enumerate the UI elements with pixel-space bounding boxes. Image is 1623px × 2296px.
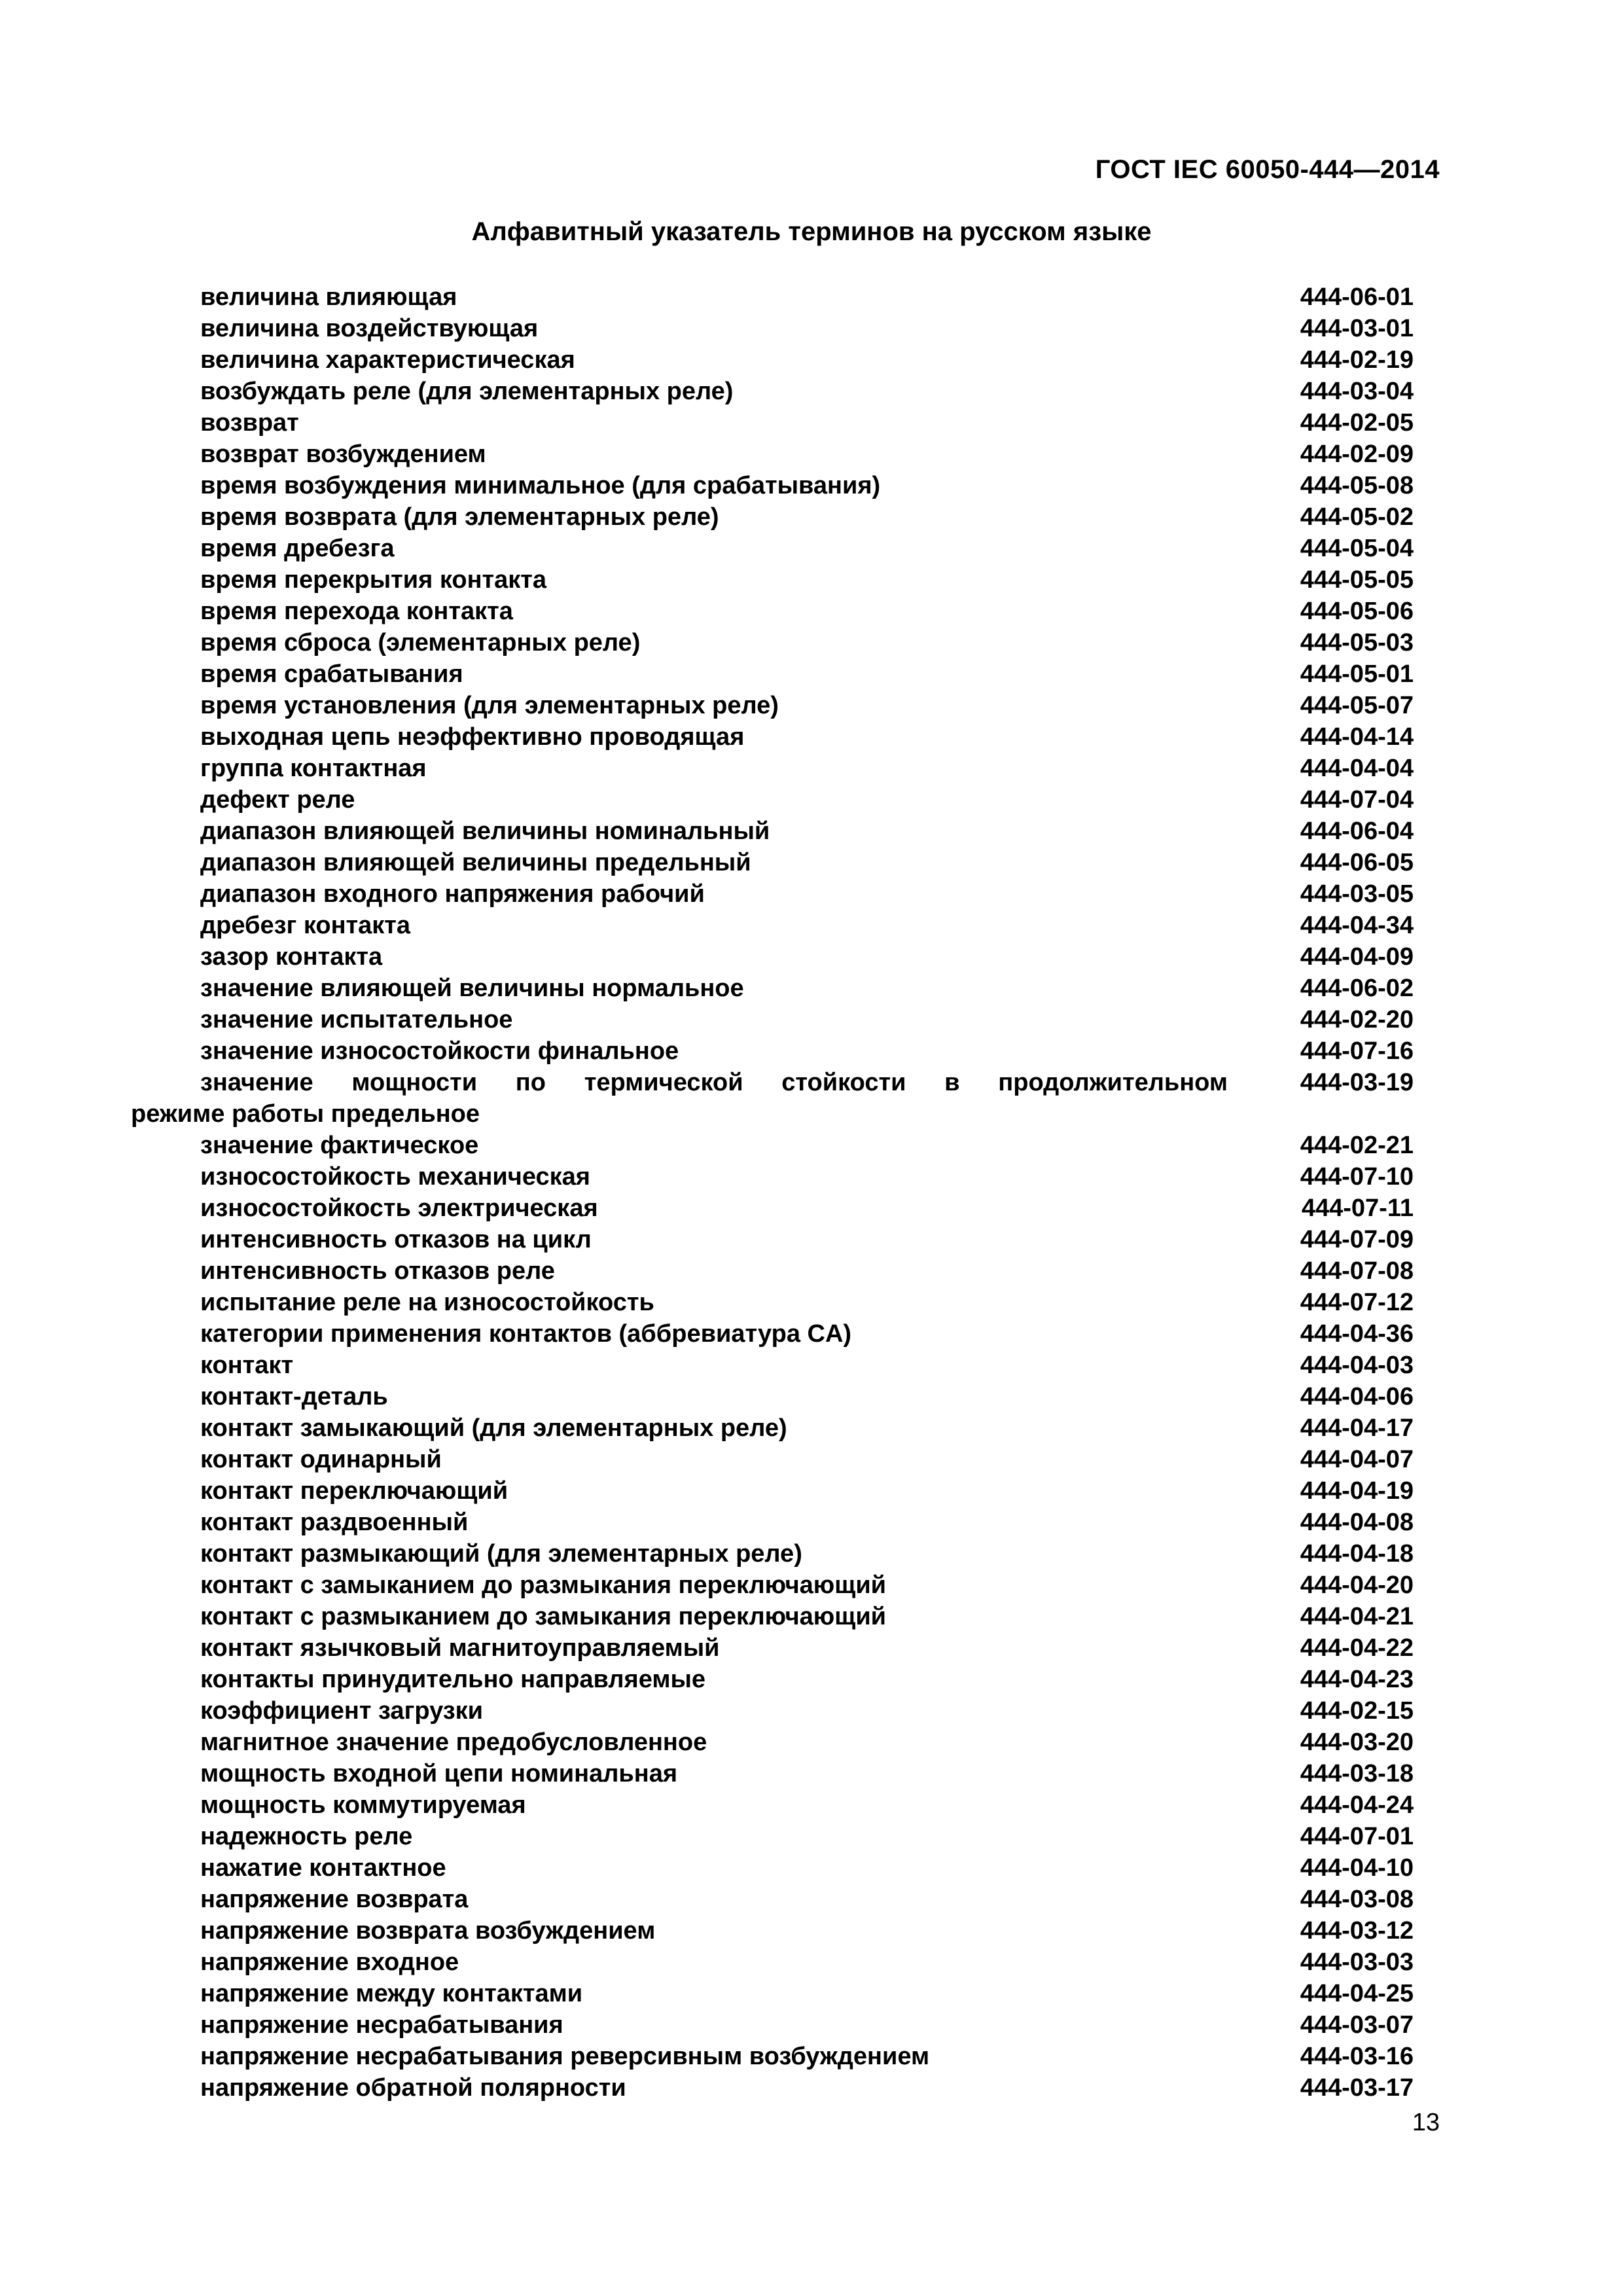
entry-code: 444-02-21 (1300, 1132, 1414, 1159)
entry-code: 444-07-08 (1300, 1257, 1414, 1285)
entry-term: напряжение несрабатывания (200, 2011, 563, 2039)
entry-term: дребезг контакта (200, 912, 411, 939)
entry-code: 444-07-16 (1300, 1037, 1414, 1065)
entry-term: мощность коммутируемая (200, 1791, 526, 1819)
entry-code: 444-03-07 (1300, 2011, 1414, 2039)
entry-code: 444-04-18 (1300, 1540, 1414, 1568)
entry-code: 444-04-14 (1300, 723, 1414, 751)
entry-code: 444-02-15 (1300, 1697, 1414, 1725)
entry-term: время дребезга (200, 535, 395, 562)
index-entry (131, 533, 1414, 564)
entry-code: 444-04-36 (1300, 1320, 1414, 1348)
index-entry (131, 439, 1414, 470)
index-entry (131, 1255, 1414, 1287)
entry-term-line: значение мощности по термической стойкости в продолжительном (200, 1069, 1228, 1096)
index-entry (131, 596, 1414, 627)
entry-term: группа контактная (200, 755, 427, 782)
entry-term: контакт одинарный (200, 1446, 442, 1473)
entry-code: 444-06-05 (1300, 849, 1414, 876)
entry-code: 444-04-23 (1300, 1666, 1414, 1693)
entry-term: магнитное значение предобусловленное (200, 1729, 707, 1756)
entry-code: 444-04-24 (1300, 1791, 1414, 1819)
index-entry (131, 690, 1414, 721)
index-entry (131, 1852, 1414, 1884)
entry-code: 444-02-05 (1300, 409, 1414, 437)
entry-code: 444-04-09 (1300, 943, 1414, 971)
entry-term: контакт с замыканием до размыкания переключающий (200, 1571, 887, 1599)
entry-term: надежность реле (200, 1823, 413, 1850)
index-entry (131, 847, 1414, 878)
entry-term: контакт размыкающий (для элементарных реле) (200, 1540, 802, 1568)
entry-code: 444-04-17 (1300, 1414, 1414, 1442)
entry-term: напряжение обратной полярности (200, 2074, 626, 2102)
index-entry (131, 2072, 1414, 2104)
entry-code: 444-02-20 (1300, 1006, 1414, 1033)
index-entry (131, 407, 1414, 439)
entry-code: 444-05-08 (1300, 472, 1414, 499)
index-entry (131, 1067, 1414, 1130)
entry-code: 444-03-17 (1300, 2074, 1414, 2102)
index-entry (131, 753, 1414, 784)
index-entry (131, 1130, 1414, 1161)
index-title: Алфавитный указатель терминов на русском языке (471, 217, 1152, 246)
entry-term: категории применения контактов (аббревиатура CA) (200, 1320, 852, 1348)
index-entry (131, 1946, 1414, 1978)
entry-term: значение испытательное (200, 1006, 513, 1033)
entry-code: 444-03-16 (1300, 2043, 1414, 2070)
entry-term: значение влияющей величины нормальное (200, 975, 744, 1002)
entry-code: 444-07-12 (1300, 1289, 1414, 1316)
entry-code: 444-05-06 (1300, 598, 1414, 625)
index-entry (131, 1193, 1414, 1224)
entry-code: 444-07-01 (1300, 1823, 1414, 1850)
entry-term: время возбуждения минимальное (для срабатывания) (200, 472, 881, 499)
index-entry (131, 1318, 1414, 1350)
index-entry (131, 376, 1414, 407)
entry-term: диапазон влияющей величины предельный (200, 849, 751, 876)
entry-term: величина влияющая (200, 283, 457, 311)
entry-term: время перехода контакта (200, 598, 513, 625)
index-entry (131, 910, 1414, 941)
entry-code: 444-03-04 (1300, 378, 1414, 405)
entry-code: 444-07-11 (1301, 1194, 1414, 1222)
index-entry (131, 313, 1414, 344)
entry-code: 444-04-10 (1300, 1854, 1414, 1882)
entry-term: контакт язычковый магнитоуправляемый (200, 1634, 720, 1662)
entry-term: время срабатывания (200, 660, 463, 688)
index-entry (131, 627, 1414, 658)
entry-term: время сброса (элементарных реле) (200, 629, 641, 656)
entry-term: возврат возбуждением (200, 440, 486, 468)
entry-term: время установления (для элементарных реле) (200, 692, 779, 719)
entry-code: 444-04-04 (1300, 755, 1414, 782)
entry-code: 444-05-04 (1300, 535, 1414, 562)
entry-term: напряжение между контактами (200, 1980, 583, 2007)
index-entry (131, 973, 1414, 1004)
index-entry (131, 941, 1414, 973)
index-entry (131, 1664, 1414, 1695)
entry-code: 444-05-01 (1300, 660, 1414, 688)
entry-term: время перекрытия контакта (200, 566, 547, 594)
entry-term: испытание реле на износостойкость (200, 1289, 654, 1316)
entry-term: дефект реле (200, 786, 355, 814)
entry-term: контакт-деталь (200, 1383, 388, 1410)
entry-term: значение износостойкости финальное (200, 1037, 679, 1065)
index-entry (131, 1381, 1414, 1412)
entry-term: напряжение возврата возбуждением (200, 1917, 656, 1945)
index-entry (131, 1444, 1414, 1475)
index-entry (131, 1224, 1414, 1255)
index-entry (131, 1727, 1414, 1758)
entry-term-continuation: режиме работы предельное (131, 1100, 480, 1128)
entry-code: 444-02-09 (1300, 440, 1414, 468)
entry-term: зазор контакта (200, 943, 383, 971)
entry-term: мощность входной цепи номинальная (200, 1760, 678, 1787)
index-entry (131, 1601, 1414, 1632)
entry-term: контакты принудительно направляемые (200, 1666, 706, 1693)
entry-term: напряжение входное (200, 1948, 459, 1976)
index-entry (131, 1915, 1414, 1946)
entry-term: износостойкость электрическая (200, 1194, 598, 1222)
index-entry (131, 1161, 1414, 1193)
entry-term: выходная цепь неэффективно проводящая (200, 723, 745, 751)
index-entry (131, 1695, 1414, 1727)
entry-term: интенсивность отказов реле (200, 1257, 555, 1285)
entry-term: напряжение несрабатывания реверсивным возбуждением (200, 2043, 930, 2070)
index-entry (131, 1004, 1414, 1035)
index-entry (131, 1978, 1414, 2009)
index-entry (131, 1758, 1414, 1789)
index-entry (131, 1475, 1414, 1507)
index-entry (131, 2041, 1414, 2072)
index-entry (131, 501, 1414, 533)
entry-term: контакт замыкающий (для элементарных реле) (200, 1414, 787, 1442)
index-entry (131, 2009, 1414, 2041)
entry-code: 444-07-09 (1300, 1226, 1414, 1253)
entry-code: 444-05-05 (1300, 566, 1414, 594)
entry-code: 444-04-34 (1300, 912, 1414, 939)
entry-code: 444-04-20 (1300, 1571, 1414, 1599)
entry-code: 444-04-08 (1300, 1509, 1414, 1536)
index-entry (131, 344, 1414, 376)
entry-term: диапазон влияющей величины номинальный (200, 817, 770, 845)
entry-term: возбуждать реле (для элементарных реле) (200, 378, 734, 405)
entry-code: 444-06-02 (1300, 975, 1414, 1002)
entry-term (131, 1067, 1228, 1130)
index-entry (131, 658, 1414, 690)
entry-term: контакт с размыканием до замыкания переключающий (200, 1603, 887, 1630)
entry-code: 444-02-19 (1300, 346, 1414, 374)
index-entry (131, 1821, 1414, 1852)
entry-code: 444-03-03 (1300, 1948, 1414, 1976)
index-entry (131, 1350, 1414, 1381)
index-entry (131, 816, 1414, 847)
entry-term: величина характеристическая (200, 346, 575, 374)
page-number: 13 (1412, 2109, 1440, 2136)
entry-code: 444-04-22 (1300, 1634, 1414, 1662)
entry-code: 444-03-19 (1300, 1069, 1414, 1096)
index-entry (131, 1412, 1414, 1444)
index-entry (131, 1789, 1414, 1821)
index-entry (131, 1570, 1414, 1601)
index-entry (131, 1884, 1414, 1915)
entry-term: величина воздействующая (200, 315, 539, 342)
index-entry (131, 878, 1414, 910)
entry-term: контакт раздвоенный (200, 1509, 469, 1536)
entry-code: 444-03-12 (1300, 1917, 1414, 1945)
entry-code: 444-03-18 (1300, 1760, 1414, 1787)
entry-code: 444-03-08 (1300, 1886, 1414, 1913)
entry-term: возврат (200, 409, 299, 437)
index-entry (131, 784, 1414, 816)
index-entry (131, 470, 1414, 501)
entry-code: 444-03-01 (1300, 315, 1414, 342)
entry-term: диапазон входного напряжения рабочий (200, 880, 705, 908)
entry-term: напряжение возврата (200, 1886, 469, 1913)
entry-code: 444-07-04 (1300, 786, 1414, 814)
entry-term: значение фактическое (200, 1132, 479, 1159)
index-entry (131, 1035, 1414, 1067)
entry-code: 444-03-20 (1300, 1729, 1414, 1756)
entry-term: время возврата (для элементарных реле) (200, 503, 719, 531)
entry-code: 444-03-05 (1300, 880, 1414, 908)
entry-term: контакт (200, 1352, 294, 1379)
entry-code: 444-04-25 (1300, 1980, 1414, 2007)
entry-term: коэффициент загрузки (200, 1697, 484, 1725)
term-index-list (131, 281, 1414, 2104)
entry-term: контакт переключающий (200, 1477, 508, 1505)
entry-term: износостойкость механическая (200, 1163, 590, 1191)
entry-code: 444-04-03 (1300, 1352, 1414, 1379)
entry-code: 444-04-19 (1300, 1477, 1414, 1505)
entry-code: 444-06-01 (1300, 283, 1414, 311)
index-entry (131, 1507, 1414, 1538)
entry-code: 444-05-02 (1300, 503, 1414, 531)
index-entry (131, 721, 1414, 753)
entry-code: 444-06-04 (1300, 817, 1414, 845)
standard-header: ГОСТ IEC 60050-444—2014 (1095, 155, 1440, 184)
index-entry (131, 564, 1414, 596)
index-entry (131, 1287, 1414, 1318)
entry-term: интенсивность отказов на цикл (200, 1226, 592, 1253)
entry-code: 444-05-07 (1300, 692, 1414, 719)
entry-term: нажатие контактное (200, 1854, 446, 1882)
entry-code: 444-07-10 (1300, 1163, 1414, 1191)
entry-code: 444-04-21 (1300, 1603, 1414, 1630)
entry-code: 444-04-06 (1300, 1383, 1414, 1410)
index-entry (131, 1632, 1414, 1664)
entry-code: 444-05-03 (1300, 629, 1414, 656)
index-entry (131, 1538, 1414, 1570)
entry-code: 444-04-07 (1300, 1446, 1414, 1473)
index-entry (131, 281, 1414, 313)
